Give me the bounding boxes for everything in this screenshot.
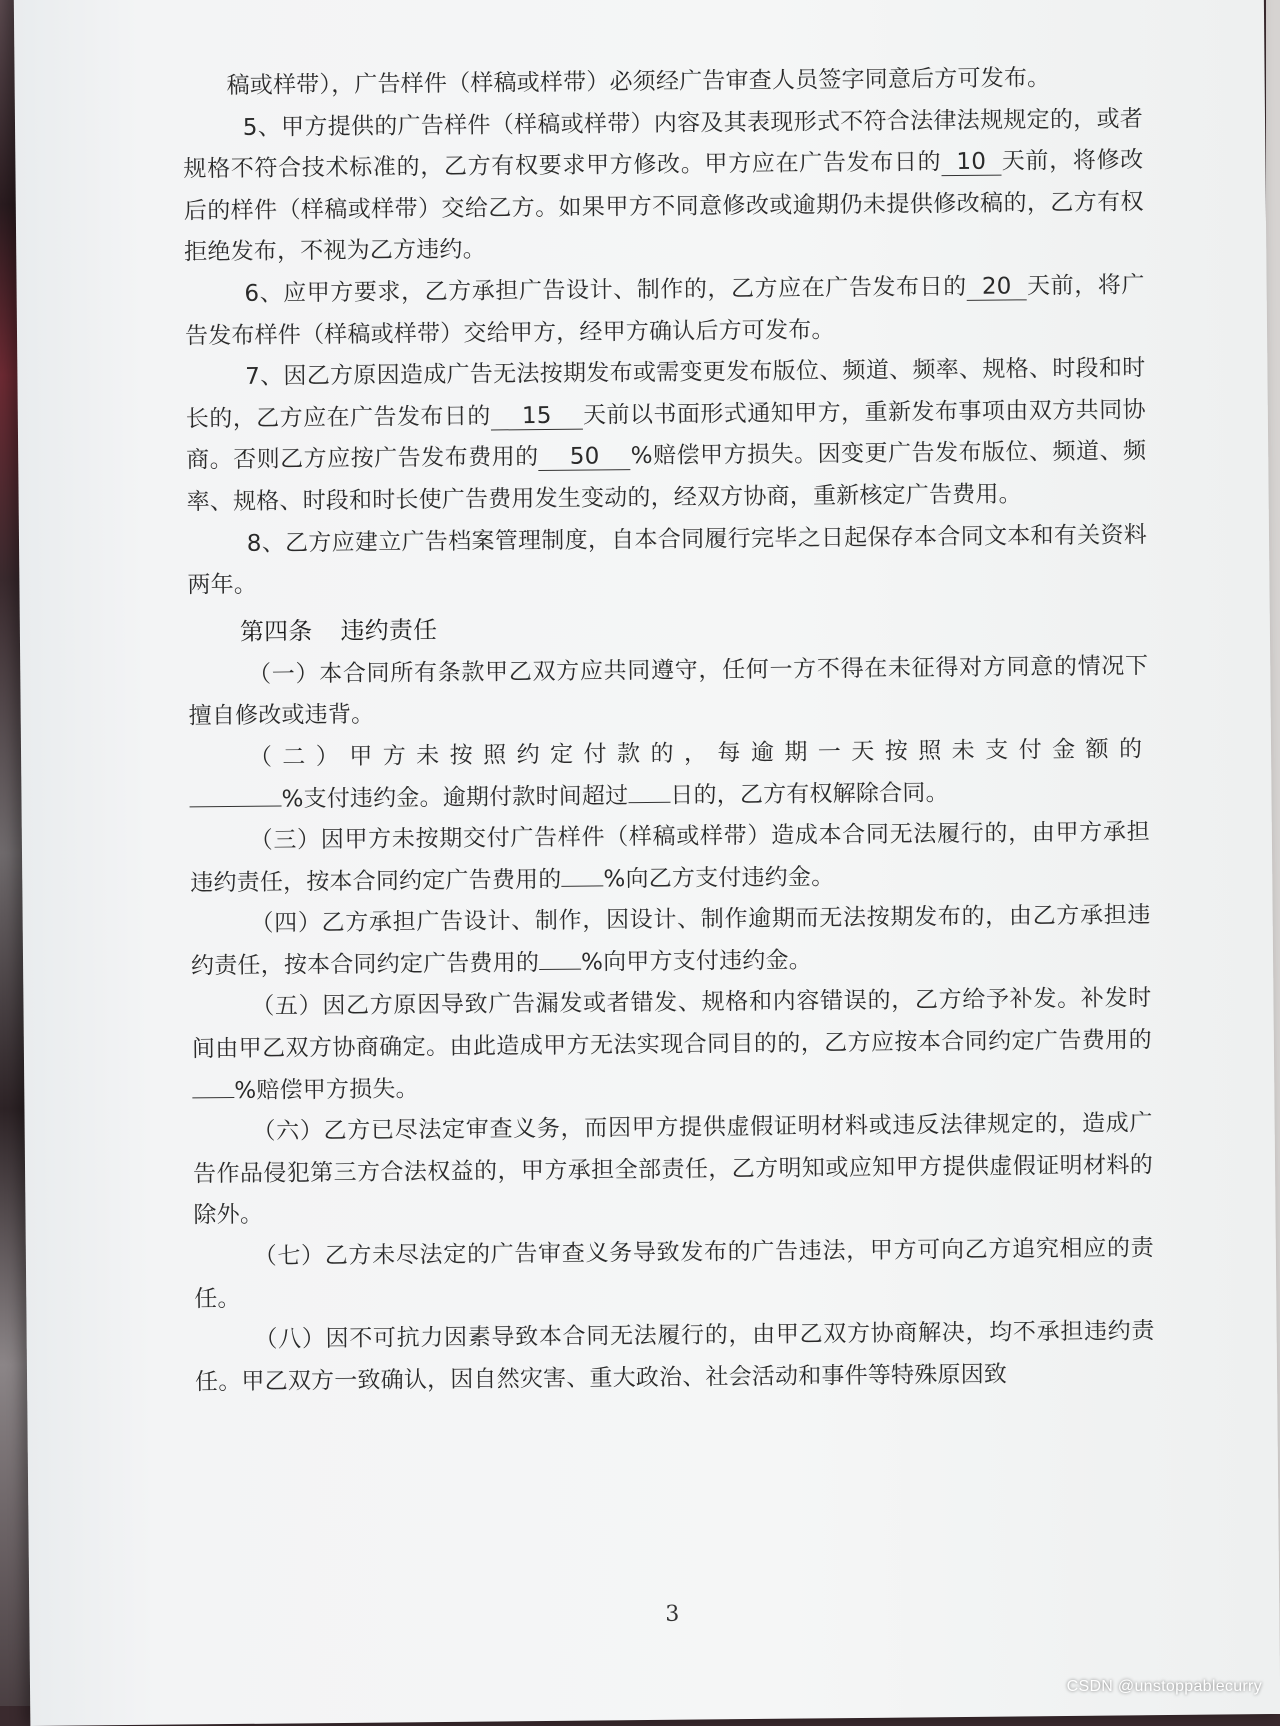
liability-clause-8: （八）因不可抗力因素导致本合同无法履行的，由甲乙双方协商解决，均不承担违约责任。甲乙双方一致确认，因自然灾害、重大政治、社会活动和事件等特殊原因致 [194,1318,1155,1396]
liability-clause-5: （五）因乙方原因导致广告漏发或者错发、规格和内容错误的，乙方给予补发。补发时间由甲乙双方协商确定。由此造成甲方无法实现合同目的的，乙方应按本合同约定广告费用的%赔偿甲方损失。 [191,985,1152,1104]
liability-clause-2: （二）甲方未按照约定付款的，每逾期一天按照未支付金额的%支付违约金。逾期付款时间超过 日的，乙方有权解除合同。 [189,729,1150,821]
article-number: 第四条 [239,616,313,646]
liability-clause-4: （四）乙方承担广告设计、制作，因设计、制作逾期而无法按期发布的，由乙方承担违约责任，按本合同约定广告费用的 %向甲方支付违约金。 [190,902,1151,980]
blank-compensation-percent [192,1097,234,1098]
article-title: 违约责任 [340,615,438,645]
blank-percent-50: 50 [539,443,631,471]
blank-days-15: 15 [491,402,583,430]
clause-7: 7、因乙方原因造成广告无法按期发布或需变更发布版位、频道、频率、规格、时段和时长的，乙方应在广告发布日的 15 天前以书面形式通知甲方，重新发布事项由双方共同协商。否则乙方应按广告发布费用的 50 %赔偿甲方损失。因变更广告发布版位、频道、频率、规格、时段和时长使广告费用发生变动的，经双方协商，重新核定广告费用。 [185,355,1147,516]
blank-late-percent [190,805,282,807]
blank-days-10: 10 [941,149,1001,177]
page-number: 3 [665,1601,680,1627]
liability-clause-7: （七）乙方未尽法定的广告审查义务导致发布的广告违法，甲方可向乙方追究相应的责任。 [194,1235,1154,1312]
liability-clause-1: （一）本合同所有条款甲乙双方应共同遵守，任何一方不得在未征得对方同意的情况下擅自修改或违背。 [188,652,1149,730]
liability-clause-3: （三）因甲方未按期交付广告样件（样稿或样带）造成本合同无法履行的，由甲方承担违约责任，按本合同约定广告费用的 %向乙方支付违约金。 [190,819,1150,897]
contract-page [14,0,1280,1726]
watermark: CSDN @unstoppablecurry [1066,1678,1262,1695]
liability-clause-6: （六）乙方已尽法定审查义务，而因甲方提供虚假证明材料或违反法律规定的，造成广告作品侵犯第三方合法权益的，甲方承担全部责任，乙方明知或应知甲方提供虚假证明材料的除外。 [192,1110,1154,1229]
blank-late-days [628,801,670,802]
page-content [182,57,1155,1404]
blank-penalty-percent-a [562,885,604,886]
blank-penalty-percent-b [539,969,581,970]
blank-days-20: 20 [967,273,1027,301]
paragraph-continuation: 稿或样带），广告样件（样稿或样带）必须经广告审查人员签字同意后方可发布。 [226,65,1051,99]
clause-5: 5、甲方提供的广告样件（样稿或样带）内容及其表现形式不符合法律法规规定的，或者规格不符合技术标准的，乙方有权要求甲方修改。甲方应在广告发布日的 10 天前，将修改后的样件（样稿或样带）交给乙方。如果甲方不同意修改或逾期仍未提供修改稿的，乙方有权拒绝发布，不视为乙方违约。 [183,105,1144,266]
clause-8: 8、乙方应建立广告档案管理制度，自本合同履行完毕之日起保存本合同文本和有关资料两年。 [187,521,1148,599]
clause-6: 6、应甲方要求，乙方承担广告设计、制作的，乙方应在广告发布日的 20 天前，将广告发布样件（样稿或样带）交给甲方，经甲方确认后方可发布。 [184,272,1145,349]
